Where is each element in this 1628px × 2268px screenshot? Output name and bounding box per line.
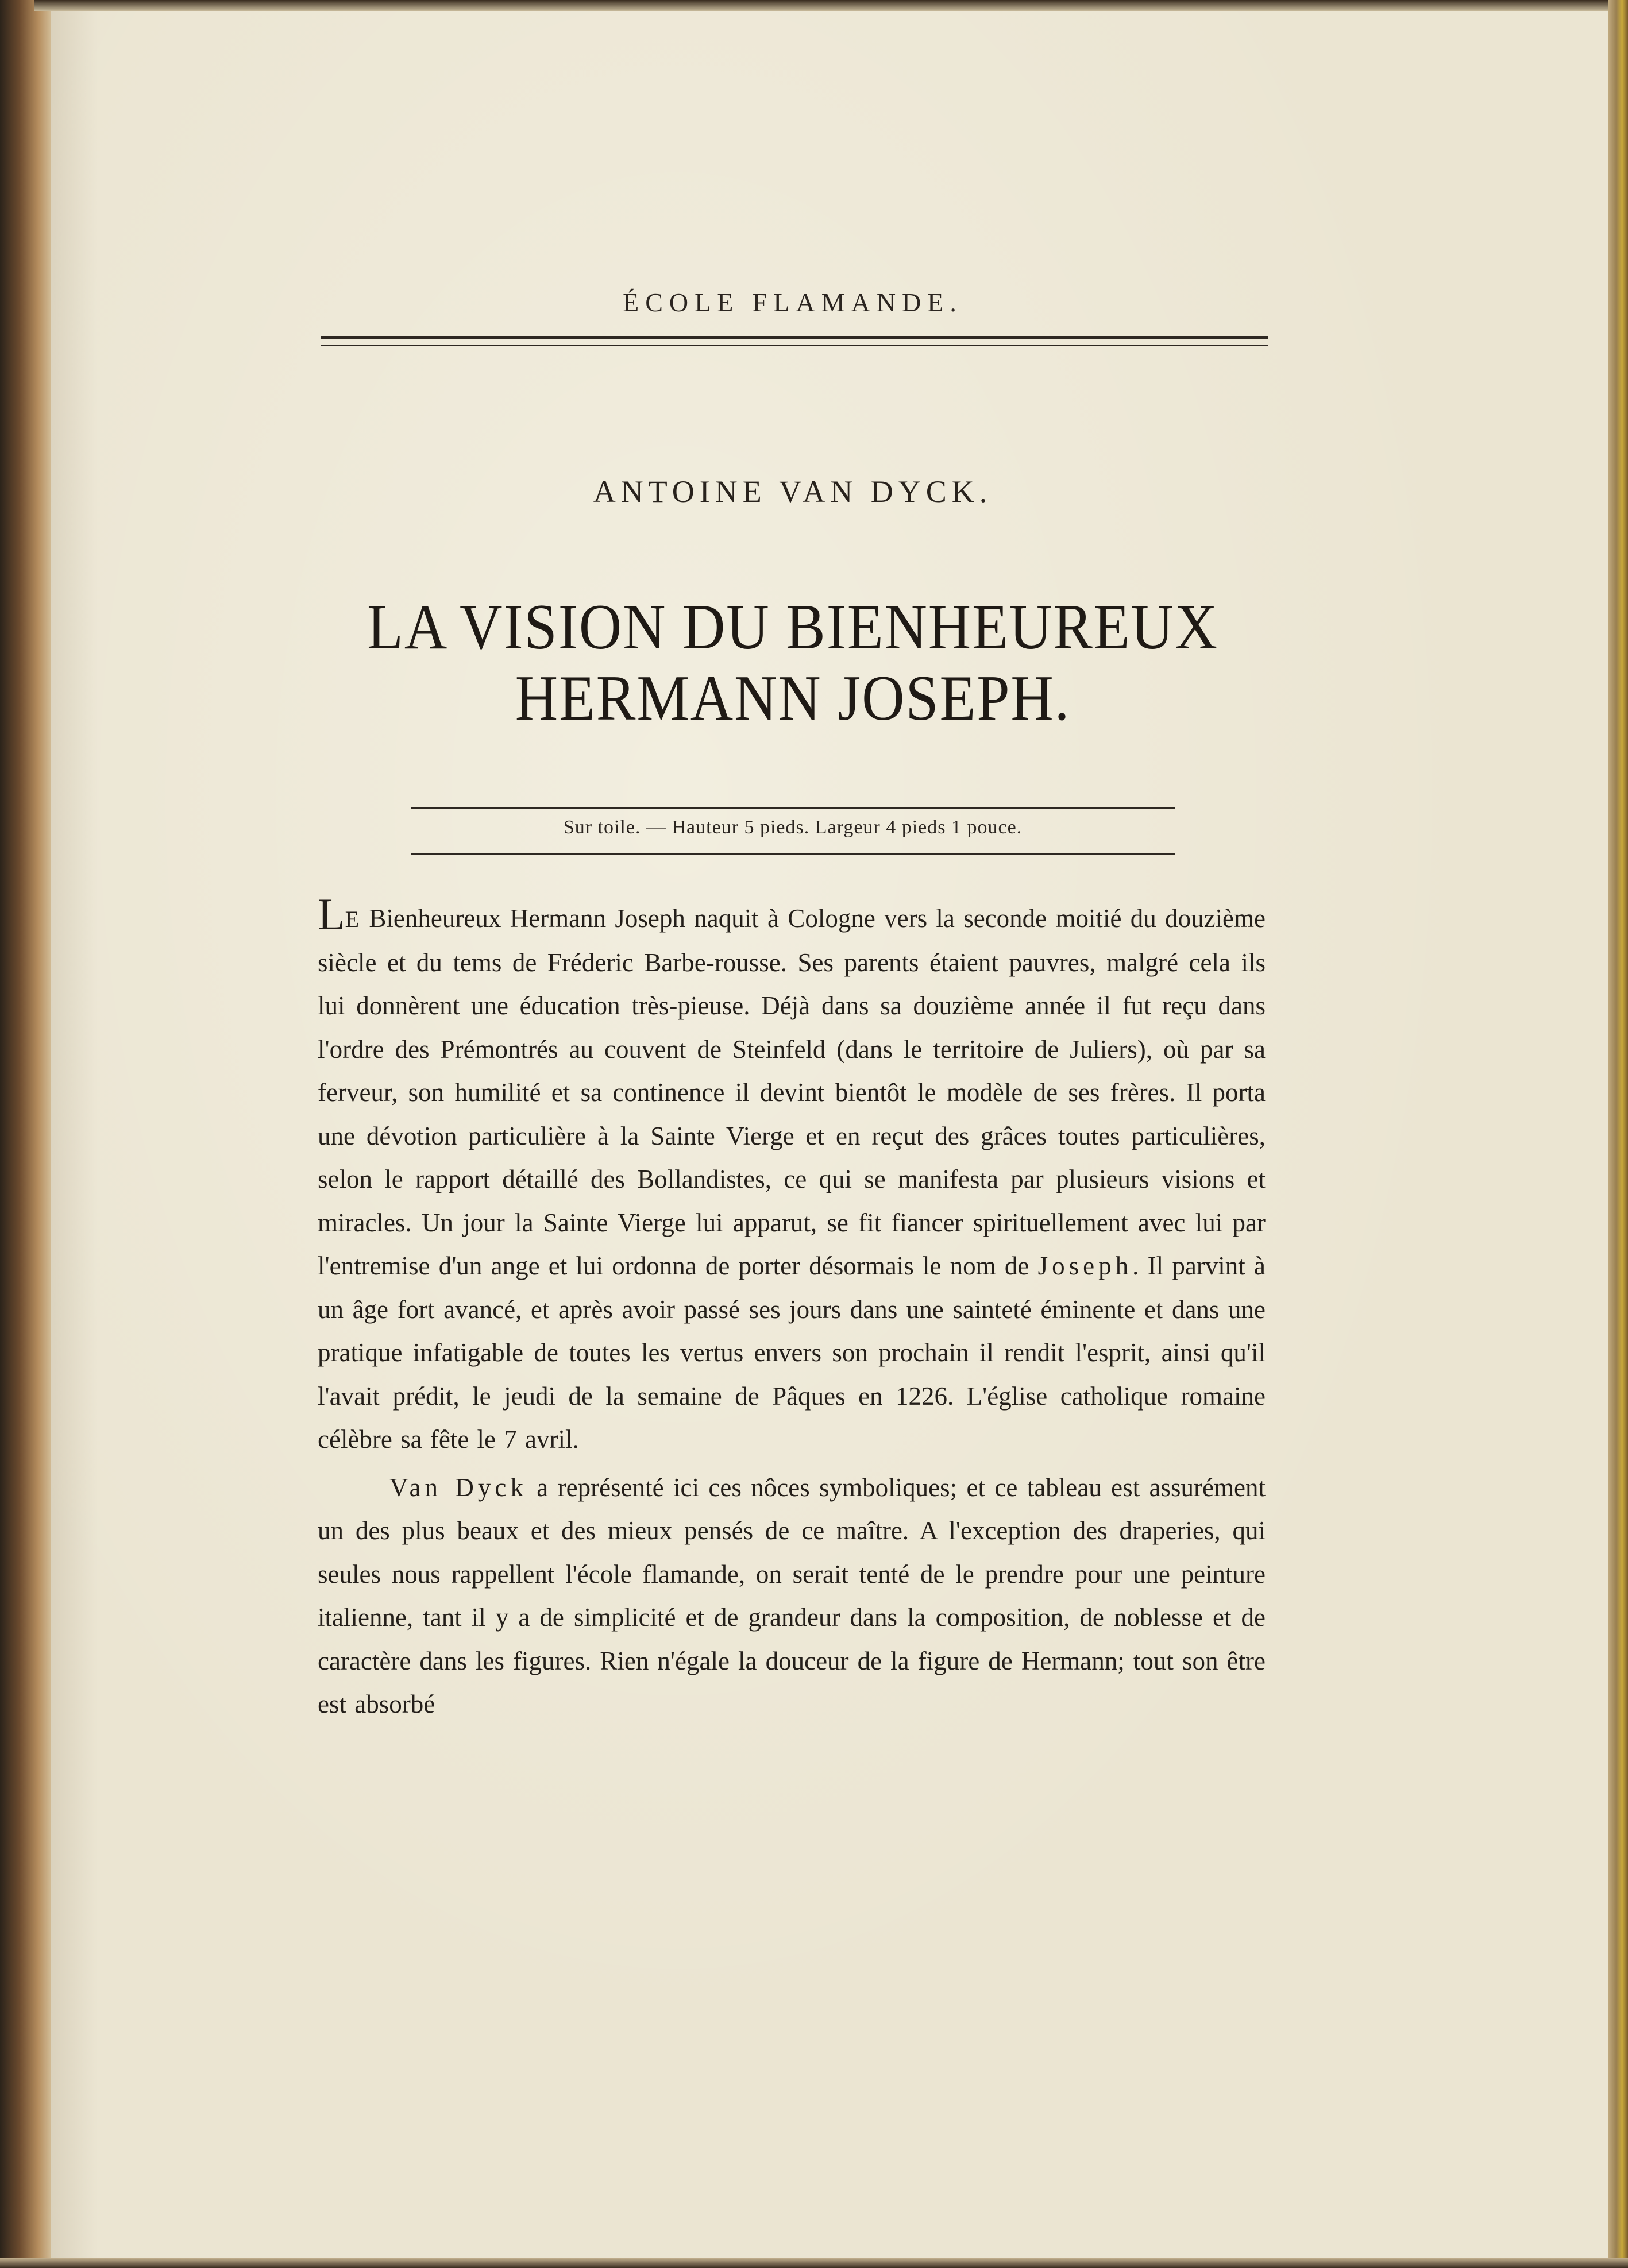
painting-title-line-2: HERMANN JOSEPH. [515, 663, 1071, 734]
paragraph-1 [318, 889, 1266, 1462]
painting-title [317, 592, 1268, 734]
book-binding-edge [0, 0, 55, 2268]
header-rule-thin [321, 345, 1268, 346]
school-heading: ÉCOLE FLAMANDE. [623, 288, 963, 317]
header-rule-thick [321, 336, 1268, 339]
page-gilt-edge [1608, 0, 1628, 2268]
support-rule-top [411, 807, 1175, 809]
paragraph-1-text-a: Bienheureux Hermann Joseph naquit à Cologne vers la seconde moitié du douzième siècle et du tems de Fréderic Barbe-rousse. Ses parents étaient pauvres, malgré cela ils lui donnèrent une éducation très-pieuse. Déjà dans sa douzième année il fut reçu dans l'ordre des Prémontrés au couvent de Steinfeld (dans le territoire de Juliers), où par sa ferveur, son humilité et sa continence il devint bientôt le modèle de ses frères. Il porta une dévotion particulière à la Sainte Vierge et en reçut des grâces toutes particulières, selon le rapport détaillé des Bollandistes, ce qui se manifesta par plusieurs visions et miracles. Un jour la Sainte Vierge lui apparut, se fit fiancer spirituellement avec lui par l'entremise d'un ange et lui ordonna de porter désormais le nom de [318, 904, 1266, 1280]
artist-name: ANTOINE VAN DYCK. [593, 474, 993, 509]
spaced-name-joseph: Joseph [1037, 1251, 1133, 1280]
support-rule-bottom [411, 853, 1175, 855]
drop-cap: L [318, 889, 345, 939]
body-text [318, 889, 1266, 1726]
drop-cap-rest: E [345, 906, 361, 932]
page-bottom-edge [0, 2258, 1628, 2268]
painting-title-line-1: LA VISION DU BIENHEUREUX [367, 592, 1218, 663]
paragraph-1-text-b: . Il parvint à un âge fort avancé, et après avoir passé ses jours dans une sainteté éminente et dans une pratique infatigable de toutes les vertus envers son prochain il rendit l'esprit, ainsi qu'il l'avait prédit, le jeudi de la semaine de Pâques en 1226. L'église catholique romaine célèbre sa fête le 7 avril. [318, 1251, 1266, 1454]
paragraph-2 [318, 1466, 1266, 1726]
page-top-edge [34, 0, 1628, 11]
support-dimensions: Sur toile. — Hauteur 5 pieds. Largeur 4 pieds 1 pouce. [563, 817, 1023, 838]
paragraph-2-text: a représenté ici ces nôces symboliques; et ce tableau est assurément un des plus beaux et des mieux pensés de ce maître. A l'exception des draperies, qui seules nous rappellent l'école flamande, on serait tenté de le prendre pour une peinture italienne, tant il y a de simplicité et de grandeur dans la composition, de noblesse et de caractère dans les figures. Rien n'égale la douceur de la figure de Hermann; tout son être est absorbé [318, 1473, 1266, 1718]
spaced-name-van-dyck: Van Dyck [389, 1473, 527, 1502]
